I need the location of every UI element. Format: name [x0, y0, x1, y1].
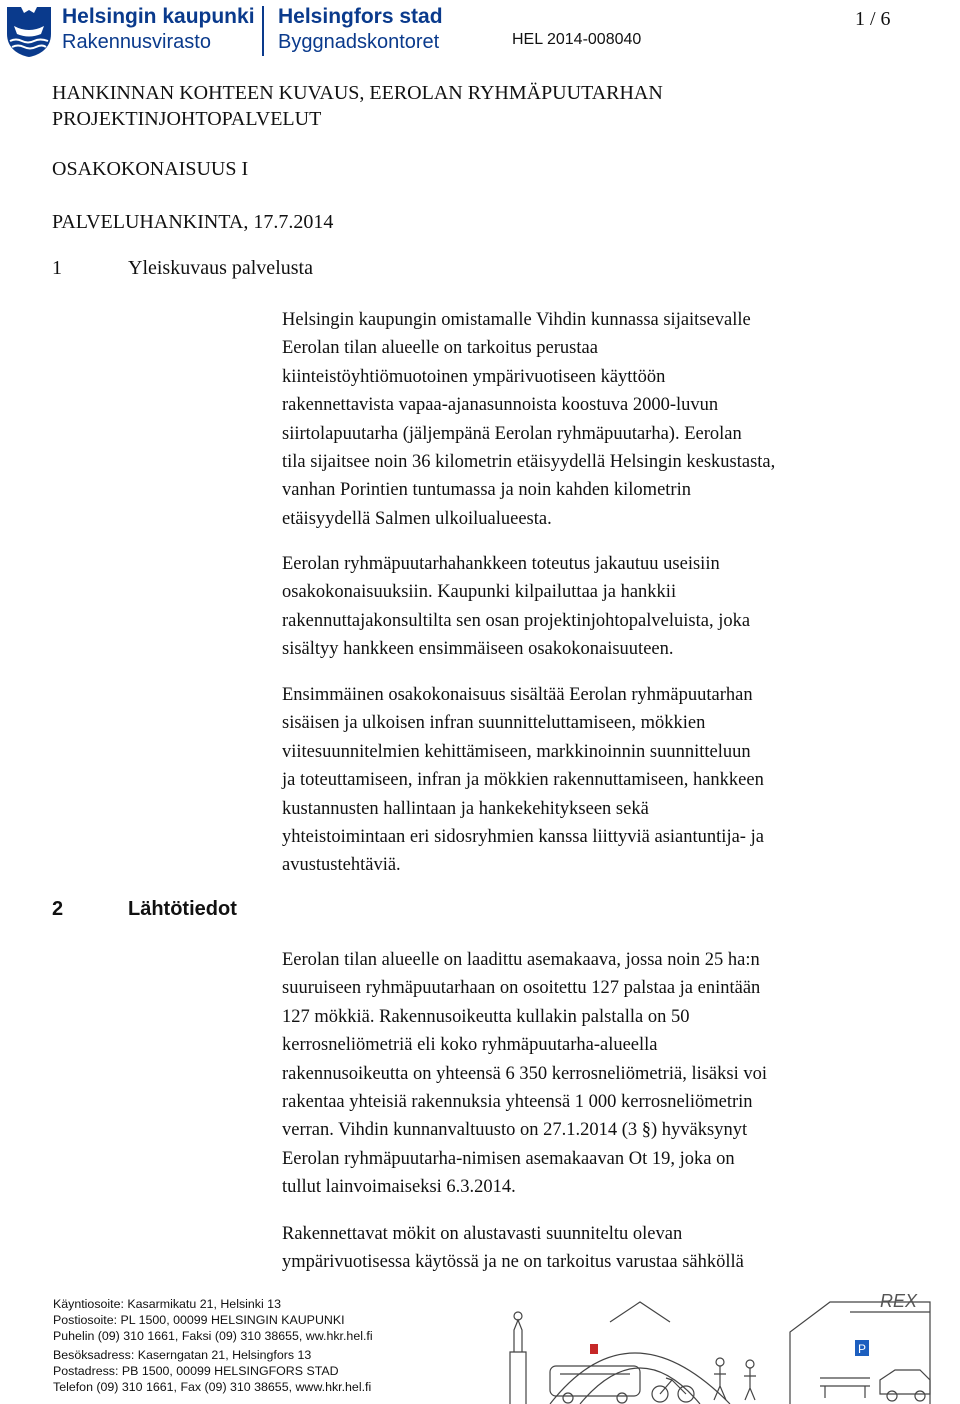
text-line: viitesuunnitelmien kehittämiseen, markkinoinnin suunnitteluun [282, 741, 751, 762]
text-line: osakokonaisuuksiin. Kaupunki kilpailuttaa ja hankkii [282, 582, 677, 603]
section-1-heading [52, 257, 313, 280]
header-divider [262, 6, 264, 56]
text-line: 127 mökkiä. Rakennusoikeutta kullakin palstalla on 50 [282, 1006, 690, 1027]
section-title: Lähtötiedot [128, 898, 237, 920]
footer-address-fi [53, 1296, 373, 1344]
text-line: rakennusoikeutta on yhteensä 6 350 kerrosneliömetriä, lisäksi voi [282, 1063, 767, 1084]
paragraph [282, 1220, 922, 1277]
text-line: kerrosneliömetriä eli koko ryhmäpuutarha-alueella [282, 1035, 658, 1056]
document-title-line-2: PROJEKTINJOHTOPALVELUT [52, 108, 322, 130]
footer-line: Käyntiosoite: Kasarmikatu 21, Helsinki 13 [53, 1297, 281, 1311]
text-line: tullut lainvoimaiseksi 6.3.2014. [282, 1177, 516, 1198]
org-fi [62, 4, 255, 54]
text-line: Helsingin kaupungin omistamalle Vihdin kunnassa sijaitsevalle [282, 310, 751, 330]
text-line: Rakennettavat mökit on alustavasti suunniteltu olevan [282, 1224, 683, 1244]
org-sv-unit: Byggnadskontoret [278, 31, 440, 53]
footer-line: Puhelin (09) 310 1661, Faksi (09) 310 38655, ww.hkr.hel.fi [53, 1329, 373, 1343]
text-line: tila sijaitsee noin 36 kilometrin etäisyydellä Helsingin keskustasta, [282, 452, 776, 473]
text-line: avustustehtäviä. [282, 855, 401, 876]
text-line: Eerolan ryhmäpuutarha-nimisen asemakaavan Ot 19, joka on [282, 1148, 735, 1169]
text-line: suuruiseen ryhmäpuutarhaan on osoitettu 127 palstaa ja enintään [282, 978, 761, 999]
document-number: HEL 2014-008040 [512, 31, 642, 48]
section-2-heading [52, 898, 237, 921]
footer-line: Postiosoite: PL 1500, 00099 HELSINGIN KAUPUNKI [53, 1313, 345, 1327]
section-number: 1 [52, 257, 62, 279]
paragraph [282, 946, 922, 1202]
text-line: kustannusten hallintaan ja hankekehitykseen sekä [282, 798, 649, 819]
text-line: ja toteuttamiseen, infran ja mökkien rakennuttamiseen, hankkeen [282, 770, 764, 791]
section-number: 2 [52, 898, 64, 920]
text-line: sisäisen ja ulkoisen infran suunnitteluttamiseen, mökkien [282, 713, 706, 734]
illustration-sign-text: REX [880, 1291, 918, 1311]
text-line: sisältyy hankkeen ensimmäiseen osakokonaisuuteen. [282, 639, 674, 660]
text-line: siirtolapuutarha (jäljempänä Eerolan ryhmäpuutarha). Eerolan [282, 423, 742, 444]
text-line: rakennettavista vapaa-ajanasunnoista koostuva 2000-luvun [282, 395, 719, 416]
text-line: verran. Vihdin kunnanvaltuusto on 27.1.2014 (3 §) hyväksynyt [282, 1120, 748, 1141]
page-header [0, 0, 960, 62]
org-fi-name: Helsingin kaupunki [62, 5, 255, 28]
footer-line: Postadress: PB 1500, 00099 HELSINGFORS STAD [53, 1364, 339, 1378]
text-line: rakennuttajakonsultilta sen osan projektinjohtopalveluista, joka [282, 610, 751, 631]
org-sv-name: Helsingfors stad [278, 5, 443, 28]
paragraph [282, 306, 922, 533]
document-subtitle: OSAKOKONAISUUS I [52, 158, 249, 180]
page-number: 1 / 6 [855, 8, 891, 30]
text-line: ympärivuotisessa käytössä ja ne on tarkoitus varustaa sähköllä [282, 1252, 744, 1273]
city-sketch-illustration [490, 1282, 940, 1404]
paragraph [282, 681, 922, 880]
footer-line: Telefon (09) 310 1661, Fax (09) 310 38655, www.hkr.hel.fi [53, 1380, 372, 1394]
text-line: kiinteistöyhtiömuotoinen ympärivuotiseen käyttöön [282, 366, 666, 387]
document-date-line: PALVELUHANKINTA, 17.7.2014 [52, 211, 334, 233]
document-title-line-1: HANKINNAN KOHTEEN KUVAUS, EEROLAN RYHMÄPUUTARHAN [52, 82, 663, 104]
text-line: rakentaa yhteisiä rakennuksia yhteensä 1 000 kerrosneliömetrin [282, 1092, 753, 1113]
text-line: yhteistoimintaan eri sidosryhmien kanssa liittyviä asiantuntija- ja [282, 827, 764, 848]
org-sv [278, 4, 443, 54]
section-title: Yleiskuvaus palvelusta [128, 257, 313, 279]
text-line: Ensimmäinen osakokonaisuus sisältää Eerolan ryhmäpuutarhan [282, 685, 753, 705]
text-line: Eerolan tilan alueelle on laadittu asemakaava, jossa noin 25 ha:n [282, 950, 760, 970]
text-line: Eerolan tilan alueelle on tarkoitus perustaa [282, 338, 598, 359]
text-line: vanhan Porintien tuntumassa ja noin kahden kilometrin [282, 480, 691, 501]
footer-address-sv [53, 1347, 371, 1395]
paragraph [282, 550, 922, 664]
svg-text:P: P [858, 1342, 867, 1356]
org-fi-unit: Rakennusvirasto [62, 31, 211, 53]
text-line: Eerolan ryhmäpuutarhahankkeen toteutus jakautuu useisiin [282, 554, 720, 574]
footer-line: Besöksadress: Kaserngatan 21, Helsingfors 13 [53, 1348, 312, 1362]
helsinki-crest-logo [4, 4, 54, 58]
text-line: etäisyydellä Salmen ulkoilualueesta. [282, 508, 552, 529]
